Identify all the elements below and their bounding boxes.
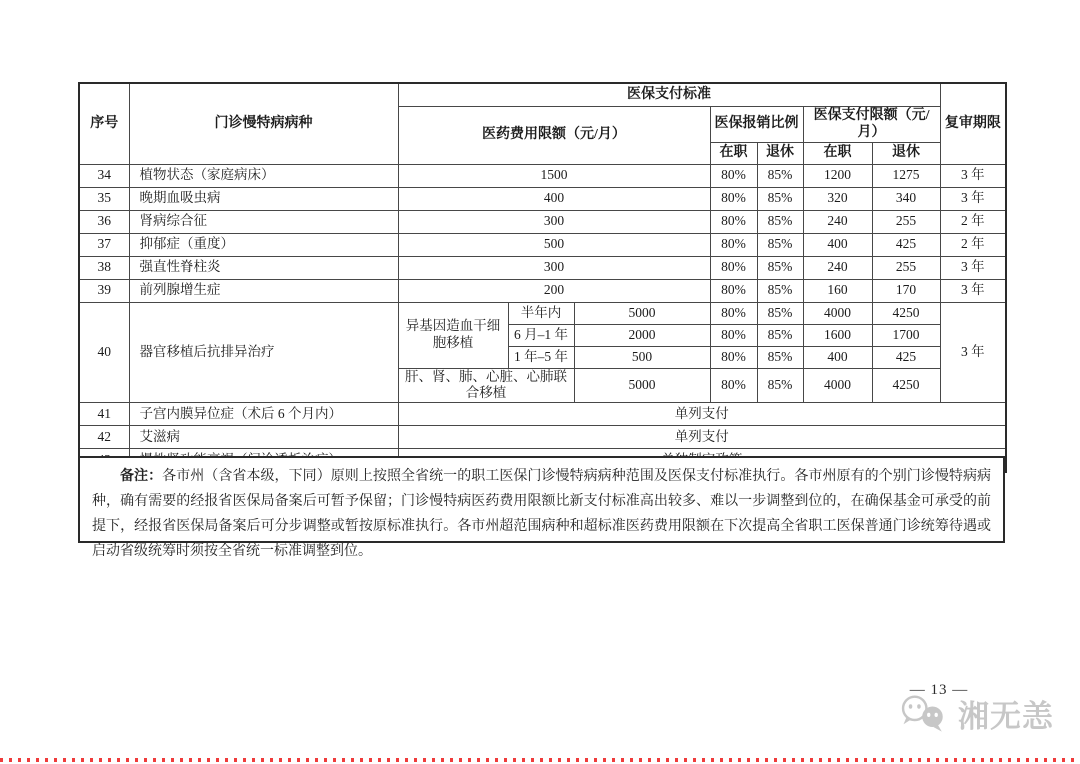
cell-pay-retired: 1700 <box>872 324 940 346</box>
cell-limit: 400 <box>398 187 710 210</box>
cell-disease: 抑郁症（重度） <box>129 233 398 256</box>
cell-period: 半年内 <box>508 302 574 324</box>
cell-review: 2 年 <box>940 233 1006 256</box>
cell-limit: 2000 <box>574 324 710 346</box>
cell-ratio-retired: 85% <box>757 324 803 346</box>
cell-pay-active: 400 <box>803 346 872 368</box>
cell-no: 34 <box>79 164 129 187</box>
cell-disease: 艾滋病 <box>129 426 398 449</box>
cell-ratio-retired: 85% <box>757 279 803 302</box>
cell-limit: 5000 <box>574 368 710 403</box>
header-disease: 门诊慢特病病种 <box>129 83 398 164</box>
header-review-period: 复审期限 <box>940 83 1006 164</box>
table-row-40-allo-1 <box>79 302 1006 324</box>
header-pay-active: 在职 <box>803 142 872 164</box>
cell-ratio-active: 80% <box>710 279 757 302</box>
red-dotted-line <box>0 758 1080 762</box>
remarks-text: 各市州（含省本级，下同）原则上按照全省统一的职工医保门诊慢特病病种范围及医保支付标准执行。各市州原有的个别门诊慢特病病种，确有需要的经报省医保局备案后可暂予保留；门诊慢特病医药费用限额比新支付标准高出较多、难以一步调整到位的，在确保基金可承受的前提下，经报省医保局备案后可分步调整或暂按原标准执行。各市州超范围病种和超标准医药费用限额在下次提高全省职工医保普通门诊统筹待遇或启动省级统筹时须按全省统一标准调整到位。 <box>92 469 992 559</box>
header-payment-limit-group: 医保支付限额（元/月） <box>803 106 940 142</box>
header-ratio-active: 在职 <box>710 142 757 164</box>
cell-ratio-retired: 85% <box>757 302 803 324</box>
cell-no: 41 <box>79 403 129 426</box>
cell-period: 1 年–5 年 <box>508 346 574 368</box>
cell-pay-retired: 255 <box>872 256 940 279</box>
cell-no: 40 <box>79 302 129 403</box>
header-row-1 <box>79 83 1006 106</box>
cell-ratio-retired: 85% <box>757 187 803 210</box>
cell-no: 38 <box>79 256 129 279</box>
header-payment-standard-group: 医保支付标准 <box>398 83 940 106</box>
cell-limit: 300 <box>398 256 710 279</box>
cell-disease: 晚期血吸虫病 <box>129 187 398 210</box>
cell-pay-active: 4000 <box>803 368 872 403</box>
cell-disease: 前列腺增生症 <box>129 279 398 302</box>
cell-pay-retired: 1275 <box>872 164 940 187</box>
cell-ratio-retired: 85% <box>757 233 803 256</box>
cell-limit: 1500 <box>398 164 710 187</box>
cell-pay-retired: 425 <box>872 346 940 368</box>
cell-pay-retired: 170 <box>872 279 940 302</box>
cell-no: 35 <box>79 187 129 210</box>
page-number: — 13 — <box>909 682 969 698</box>
cell-ratio-retired: 85% <box>757 346 803 368</box>
cell-no: 39 <box>79 279 129 302</box>
cell-pay-retired: 340 <box>872 187 940 210</box>
table-row <box>79 187 1006 210</box>
cell-pay-retired: 425 <box>872 233 940 256</box>
cell-pay-retired: 4250 <box>872 302 940 324</box>
table-row <box>79 164 1006 187</box>
cell-ratio-active: 80% <box>710 233 757 256</box>
cell-ratio-retired: 85% <box>757 210 803 233</box>
cell-ratio-active: 80% <box>710 302 757 324</box>
cell-ratio-retired: 85% <box>757 256 803 279</box>
cell-ratio-active: 80% <box>710 164 757 187</box>
header-reimbursement-ratio-group: 医保报销比例 <box>710 106 803 142</box>
table-row <box>79 256 1006 279</box>
cell-pay-active: 1200 <box>803 164 872 187</box>
cell-pay-retired: 255 <box>872 210 940 233</box>
cell-ratio-active: 80% <box>710 368 757 403</box>
watermark-text: 湘无恙 <box>958 698 1054 734</box>
cell-review: 3 年 <box>940 187 1006 210</box>
cell-pay-active: 240 <box>803 256 872 279</box>
cell-pay-active: 320 <box>803 187 872 210</box>
table-row <box>79 279 1006 302</box>
cell-ratio-active: 80% <box>710 324 757 346</box>
cell-ratio-active: 80% <box>710 210 757 233</box>
cell-pay-retired: 4250 <box>872 368 940 403</box>
cell-review: 3 年 <box>940 279 1006 302</box>
cell-pay-active: 240 <box>803 210 872 233</box>
cell-no: 37 <box>79 233 129 256</box>
cell-pay-active: 400 <box>803 233 872 256</box>
cell-limit: 500 <box>574 346 710 368</box>
remarks-paragraph <box>92 464 991 564</box>
cell-disease: 器官移植后抗排异治疗 <box>129 302 398 403</box>
header-pay-retired: 退休 <box>872 142 940 164</box>
cell-review: 3 年 <box>940 256 1006 279</box>
table-row <box>79 233 1006 256</box>
cell-policy: 单列支付 <box>398 403 1006 426</box>
remarks-box <box>78 456 1005 559</box>
cell-ratio-active: 80% <box>710 346 757 368</box>
cell-disease: 子宫内膜异位症（术后 6 个月内） <box>129 403 398 426</box>
cell-limit: 5000 <box>574 302 710 324</box>
cell-no: 36 <box>79 210 129 233</box>
cell-disease: 强直性脊柱炎 <box>129 256 398 279</box>
header-index: 序号 <box>79 83 129 164</box>
cell-policy: 单列支付 <box>398 426 1006 449</box>
table-row <box>79 426 1006 449</box>
cell-ratio-retired: 85% <box>757 164 803 187</box>
cell-pay-active: 4000 <box>803 302 872 324</box>
table-row <box>79 403 1006 426</box>
cell-limit: 300 <box>398 210 710 233</box>
chronic-disease-insurance-table <box>78 82 1007 473</box>
cell-no: 42 <box>79 426 129 449</box>
header-expense-limit: 医药费用限额（元/月） <box>398 106 710 164</box>
cell-disease: 植物状态（家庭病床） <box>129 164 398 187</box>
cell-limit: 500 <box>398 233 710 256</box>
cell-period: 6 月–1 年 <box>508 324 574 346</box>
cell-review: 3 年 <box>940 164 1006 187</box>
header-ratio-retired: 退休 <box>757 142 803 164</box>
remarks-label: 备注： <box>120 469 163 484</box>
cell-disease: 肾病综合征 <box>129 210 398 233</box>
cell-pay-active: 160 <box>803 279 872 302</box>
cell-limit: 200 <box>398 279 710 302</box>
cell-pay-active: 1600 <box>803 324 872 346</box>
cell-ratio-active: 80% <box>710 187 757 210</box>
cell-review: 3 年 <box>940 302 1006 403</box>
cell-ratio-retired: 85% <box>757 368 803 403</box>
cell-organ-transplant-label: 肝、肾、肺、心脏、心肺联合移植 <box>398 368 574 403</box>
cell-review: 2 年 <box>940 210 1006 233</box>
cell-allo-transplant-label: 异基因造血干细胞移植 <box>398 302 508 368</box>
cell-ratio-active: 80% <box>710 256 757 279</box>
table-row <box>79 210 1006 233</box>
